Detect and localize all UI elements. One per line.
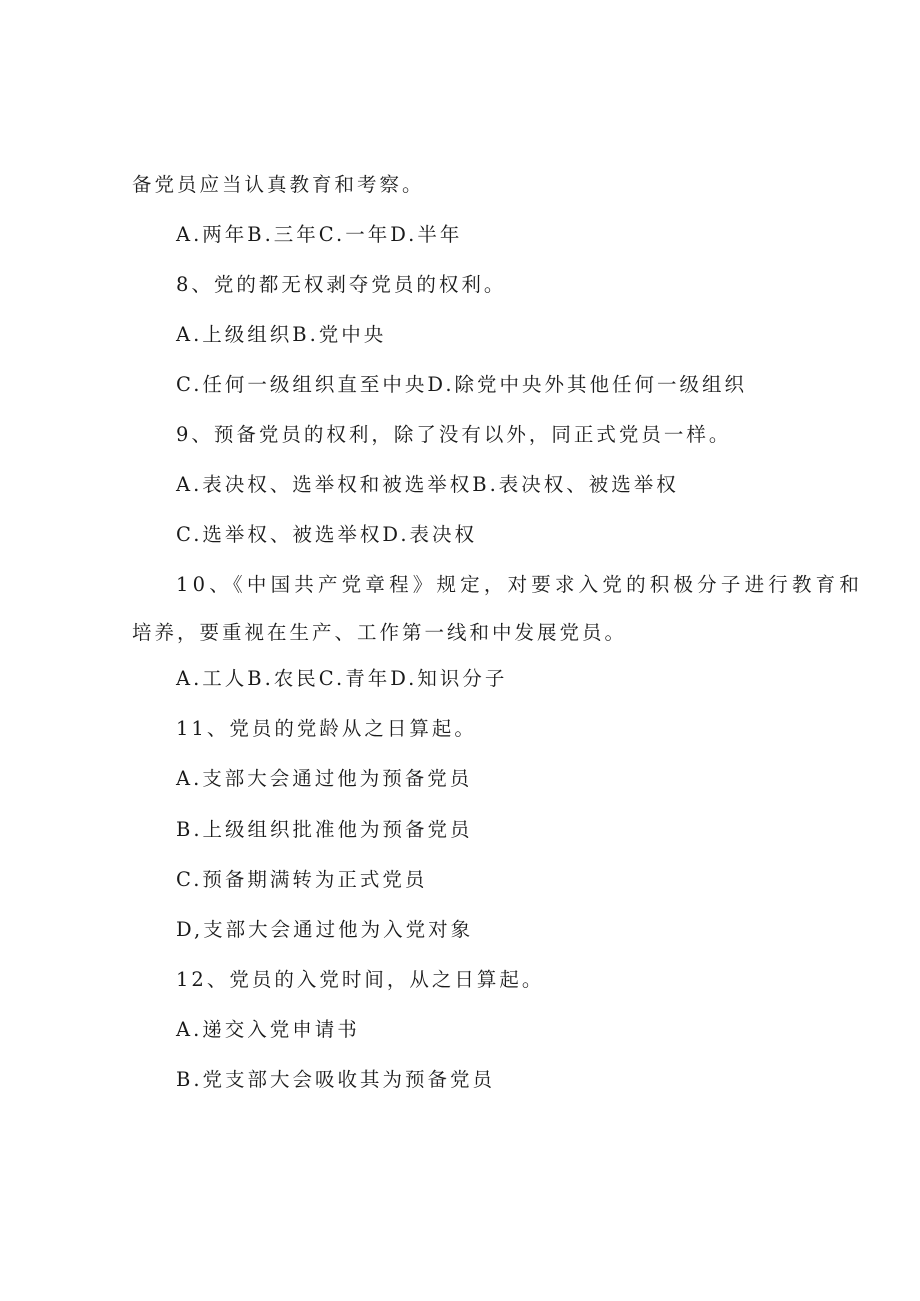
q10-options: A.工人B.农民C.青年D.知识分子 (176, 667, 508, 690)
q12-option-a: A.递交入党申请书 (176, 1018, 360, 1041)
q12-question: 12、党员的入党时间，从之日算起。 (176, 968, 545, 991)
q10-question-line2: 培养，要重视在生产、工作第一线和中发展党员。 (132, 621, 628, 644)
q10-question-line1: 10、《中国共产党章程》规定，对要求入党的积极分子进行教育和 (176, 573, 864, 596)
text-line-prev-continuation: 备党员应当认真教育和考察。 (132, 173, 425, 196)
q12-option-b: B.党支部大会吸收其为预备党员 (176, 1068, 496, 1091)
q8-options-ab: A.上级组织B.党中央 (176, 323, 387, 346)
q9-options-ab: A.表决权、选举权和被选举权B.表决权、被选举权 (176, 473, 679, 496)
q9-options-cd: C.选举权、被选举权D.表决权 (176, 523, 478, 546)
q11-option-c: C.预备期满转为正式党员 (176, 868, 428, 891)
q11-question: 11、党员的党龄从之日算起。 (176, 717, 477, 740)
q11-option-b: B.上级组织批准他为预备党员 (176, 818, 473, 841)
q11-option-d: D,支部大会通过他为入党对象 (176, 918, 474, 941)
q11-option-a: A.支部大会通过他为预备党员 (176, 767, 473, 790)
q8-options-cd: C.任何一级组织直至中央D.除党中央外其他任何一级组织 (176, 373, 748, 396)
q9-question: 9、预备党员的权利，除了没有以外，同正式党员一样。 (176, 423, 732, 446)
q8-question: 8、党的都无权剥夺党员的权利。 (176, 273, 507, 296)
q7-options: A.两年B.三年C.一年D.半年 (176, 223, 463, 246)
